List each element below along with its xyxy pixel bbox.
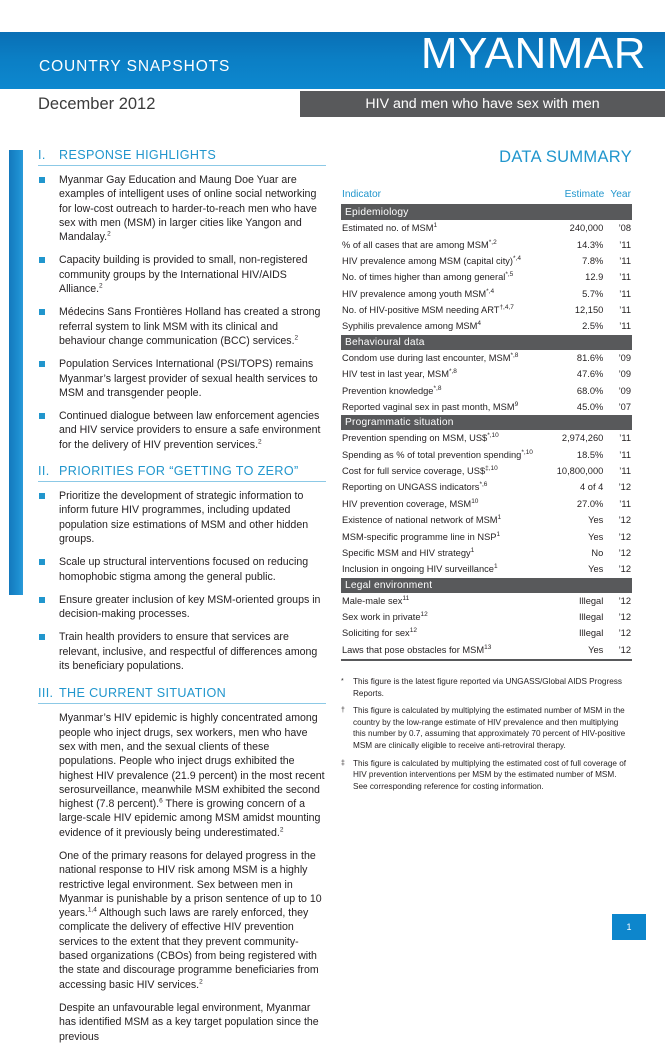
bullet-square-icon	[39, 493, 45, 499]
table-group-header	[341, 578, 632, 593]
paragraph	[59, 1001, 326, 1044]
cell-year: ’12	[618, 628, 631, 639]
cell-indicator	[341, 609, 551, 625]
footnote-ref: *,6	[479, 481, 488, 489]
footnote-ref: *,2	[488, 238, 497, 246]
cell-indicator	[341, 350, 551, 366]
cell-estimate: 14.3%	[576, 239, 604, 250]
indicator-text: Cost for full service coverage, US$	[342, 466, 486, 477]
list-item	[38, 357, 326, 400]
list-item	[38, 489, 326, 546]
cell-estimate: 12.9	[585, 272, 604, 283]
list-item	[38, 409, 326, 452]
cell-year: ’11	[619, 498, 631, 509]
footnote-ref: *,5	[505, 271, 514, 279]
cell-year: ’12	[618, 547, 631, 558]
cell-year: ’08	[618, 223, 631, 234]
paragraph-text: One of the primary reasons for delayed progress in the national response to HIV risk among MSM is a highly restrictive legal environment. Sex between men in Myanmar is punishable by a prison sentence of up to 10 years.	[59, 849, 322, 920]
cell-estimate: 7.8%	[582, 255, 604, 266]
cell-indicator	[341, 625, 551, 641]
left-accent-bar	[9, 150, 23, 595]
indicator-text: Inclusion in ongoing HIV surveillance	[342, 564, 494, 575]
footnote-ref: 12	[420, 610, 428, 618]
cell-year: ’11	[619, 305, 631, 316]
indicator-text: HIV prevalence among youth MSM	[342, 288, 487, 299]
list-item-text: Capacity building is provided to small, non-registered community groups by the International HIV/AIDS Alliance.	[59, 254, 308, 296]
cell-year: ’11	[619, 449, 631, 460]
list-item	[38, 593, 326, 622]
list-item	[38, 555, 326, 584]
column-header-indicator: Indicator	[341, 189, 551, 205]
table-row	[341, 561, 632, 577]
group-label: Legal environment	[341, 578, 632, 593]
publication-date: December 2012	[38, 95, 156, 113]
cell-indicator	[341, 545, 551, 561]
footnote-ref: *,4	[513, 254, 521, 262]
paragraph	[59, 711, 326, 840]
cell-indicator	[341, 496, 551, 512]
table-group-header	[341, 205, 632, 221]
indicator-text: HIV prevention coverage, MSM	[342, 498, 472, 509]
paragraph-text-cont: There is growing concern of a large-scale HIV epidemic among MSM amidst mounting evidence of it previously being underestimated.	[59, 798, 321, 839]
cell-estimate: 2.5%	[582, 321, 604, 332]
footnote-ref: *,8	[448, 368, 457, 376]
footnote-ref: 1	[496, 530, 501, 538]
table-row	[341, 479, 632, 495]
indicator-text: Condom use during last encounter, MSM	[342, 352, 511, 363]
cell-indicator	[341, 318, 551, 334]
group-label: Programmatic situation	[341, 415, 632, 430]
group-label: Epidemiology	[341, 205, 632, 221]
footnote	[341, 676, 633, 699]
footnote-ref: 2	[294, 334, 299, 342]
table-header-row	[341, 189, 632, 205]
cell-indicator	[341, 236, 551, 252]
section-heading-current-situation	[38, 686, 326, 704]
table-row	[341, 318, 632, 334]
column-header-year: Year	[607, 189, 632, 205]
footnote-ref: *,10	[521, 448, 533, 456]
right-column	[341, 148, 632, 661]
bullet-square-icon	[39, 257, 45, 263]
footnote-ref: †,4,7	[499, 303, 514, 311]
cell-estimate: 2,974,260	[561, 433, 604, 444]
cell-estimate: 12,150	[574, 305, 604, 316]
list-item-text: Population Services International (PSI/TOPS) remains Myanmar’s largest provider of sexual health services to MSM and transgender people.	[59, 358, 318, 399]
list-item-text: Myanmar Gay Education and Maung Doe Yuar are examples of intelligent uses of online social networking for low-cost outreach to harder-to-reach men who have sex with men (MSM) in larger cities like Yangon and Mandalay.	[59, 174, 317, 244]
indicator-text: Prevention knowledge	[342, 385, 434, 396]
cell-indicator	[341, 302, 551, 318]
indicator-text: Reported vaginal sex in past month, MSM	[342, 401, 515, 412]
cell-estimate: Yes	[588, 515, 604, 526]
cell-year: ’11	[619, 255, 631, 266]
footnote-ref: *,8	[510, 351, 519, 359]
footnote-text: This figure is the latest figure reported via UNGASS/Global AIDS Progress Reports.	[353, 677, 622, 698]
cell-year: ’09	[618, 385, 631, 396]
cell-estimate: Yes	[588, 531, 604, 542]
footnote-ref: 2	[258, 438, 262, 446]
cell-year: ’12	[618, 564, 631, 575]
indicator-text: Prevention spending on MSM, US$	[342, 433, 488, 444]
section-title: RESPONSE HIGHLIGHTS	[59, 148, 217, 162]
list-item-text: Prioritize the development of strategic information to inform future HIV programmes, including updated population size estimations of MSM and other hidden groups.	[59, 490, 309, 545]
cell-indicator	[341, 642, 551, 660]
table-row	[341, 302, 632, 318]
cell-year: ’12	[618, 595, 631, 606]
list-item-text: Continued dialogue between law enforcement agencies and HIV service providers to ensure a safe environment for the delivery of HIV prevention services.	[59, 410, 321, 451]
header-kicker: COUNTRY SNAPSHOTS	[39, 58, 231, 75]
cell-estimate: Illegal	[578, 612, 604, 623]
cell-estimate: 45.0%	[576, 401, 604, 412]
cell-year: ’12	[618, 515, 631, 526]
table-row	[341, 366, 632, 382]
footnote-ref: 2	[279, 826, 284, 834]
footnotes	[341, 676, 633, 798]
left-column	[38, 148, 326, 1053]
cell-estimate: 81.6%	[576, 352, 604, 363]
paragraph-text: Despite an unfavourable legal environment, Myanmar has identified MSM as a key target population since the previous	[59, 1001, 319, 1043]
list-item-text: Train health providers to ensure that services are relevant, inclusive, and respectful of differences among its beneficiary populations.	[59, 631, 318, 673]
indicator-text: Existence of national network of MSM	[342, 515, 498, 526]
section-number: III.	[38, 686, 54, 701]
indicator-text: Soliciting for sex	[342, 628, 410, 639]
footnote-text: This figure is calculated by multiplying the estimated number of MSM in the country by the low-range estimate of HIV prevalence and then multiplying this number by 0.7, assuming that approximately 70 percent of HIV-positive MSM are clinically eligible to receive anti-retroviral therapy.	[353, 706, 626, 750]
footnote-ref: 11	[402, 594, 410, 602]
indicator-text: Male-male sex	[342, 595, 403, 606]
footnote-ref: 10	[471, 497, 479, 505]
table-row	[341, 512, 632, 528]
cell-year: ’09	[618, 352, 631, 363]
table-group-header	[341, 415, 632, 430]
cell-estimate: Illegal	[578, 628, 604, 639]
footnote-ref: 13	[484, 643, 492, 651]
section-title: PRIORITIES FOR “GETTING TO ZERO”	[59, 464, 299, 479]
cell-year: ’11	[619, 239, 631, 250]
bullet-square-icon	[39, 634, 45, 640]
indicator-text: Sex work in private	[342, 612, 421, 623]
indicator-text: Syphilis prevalence among MSM	[342, 321, 478, 332]
cell-year: ’11	[619, 321, 631, 332]
footnote-ref: 1,4	[87, 906, 97, 914]
footnote-marker: †	[341, 707, 345, 715]
footnote	[341, 758, 633, 793]
table-row	[341, 236, 632, 252]
column-header-estimate: Estimate	[551, 189, 607, 205]
topic-bar	[300, 91, 665, 117]
table-row	[341, 350, 632, 366]
indicator-text: Estimated no. of MSM	[342, 223, 434, 234]
table-group-header	[341, 335, 632, 350]
cell-indicator	[341, 430, 551, 446]
indicator-text: Laws that pose obstacles for MSM	[342, 644, 485, 655]
cell-year: ’11	[619, 466, 631, 477]
page-number-tab	[612, 914, 646, 940]
bullet-square-icon	[39, 559, 45, 565]
indicator-text: Spending as % of total prevention spending	[342, 449, 522, 460]
table-row	[341, 545, 632, 561]
table-row	[341, 496, 632, 512]
table-row	[341, 447, 632, 463]
cell-indicator	[341, 593, 551, 609]
cell-year: ’11	[619, 272, 631, 283]
bullet-square-icon	[39, 309, 45, 315]
footnote-ref: 2	[107, 230, 111, 238]
table-body	[341, 205, 632, 660]
cell-estimate: 47.6%	[576, 369, 604, 380]
cell-year: ’12	[618, 531, 631, 542]
footnote-ref: 1	[497, 514, 502, 522]
cell-indicator	[341, 463, 551, 479]
indicator-text: No. of times higher than among general	[342, 272, 506, 283]
footnote-ref: 1	[433, 222, 438, 230]
footnote-ref: 9	[514, 400, 519, 408]
cell-indicator	[341, 561, 551, 577]
table-row	[341, 642, 632, 660]
cell-estimate: 240,000	[569, 223, 604, 234]
paragraph	[59, 849, 326, 992]
cell-year: ’12	[618, 612, 631, 623]
group-label: Behavioural data	[341, 335, 632, 350]
cell-indicator	[341, 220, 551, 236]
cell-estimate: Yes	[588, 564, 604, 575]
table-row	[341, 430, 632, 446]
table-row	[341, 399, 632, 415]
table-row	[341, 382, 632, 398]
cell-indicator	[341, 399, 551, 415]
cell-indicator	[341, 269, 551, 285]
table-row	[341, 625, 632, 641]
footnote-ref: 4	[477, 320, 482, 328]
footnote-ref: *,10	[487, 432, 499, 440]
table-row	[341, 463, 632, 479]
table-row	[341, 593, 632, 609]
footnote-ref: 2	[199, 978, 203, 986]
cell-year: ’07	[618, 401, 631, 412]
bullet-square-icon	[39, 361, 45, 367]
page-title: MYANMAR	[420, 29, 646, 78]
list-item	[38, 630, 326, 673]
footnote-ref: 1	[470, 546, 475, 554]
bullet-square-icon	[39, 413, 45, 419]
cell-estimate: 18.5%	[576, 449, 604, 460]
cell-estimate: 10,800,000	[556, 466, 604, 477]
section-number: II.	[38, 464, 50, 479]
indicator-text: No. of HIV-positive MSM needing ART	[342, 305, 500, 316]
cell-year: ’12	[607, 642, 632, 660]
table-row	[341, 269, 632, 285]
table-row	[341, 609, 632, 625]
cell-indicator	[341, 512, 551, 528]
table-row	[341, 528, 632, 544]
list-item	[38, 305, 326, 348]
cell-indicator	[341, 382, 551, 398]
bullet-list-response-highlights	[38, 173, 326, 452]
bullet-square-icon	[39, 177, 45, 183]
cell-year: ’11	[619, 433, 631, 444]
bullet-square-icon	[39, 597, 45, 603]
table-row	[341, 286, 632, 302]
footnote-ref: 2	[99, 282, 103, 290]
cell-estimate: 27.0%	[576, 498, 604, 509]
footnote-ref: ‡,10	[485, 464, 498, 472]
list-item-text: Scale up structural interventions focused on reducing homophobic stigma among the general public.	[59, 556, 309, 583]
indicator-text: HIV test in last year, MSM	[342, 369, 449, 380]
table-row	[341, 220, 632, 236]
list-item	[38, 173, 326, 244]
footnote-ref: 1	[493, 563, 498, 571]
cell-year: ’12	[618, 482, 631, 493]
indicator-text: Reporting on UNGASS indicators	[342, 482, 480, 493]
data-summary-table	[341, 189, 632, 661]
footnote	[341, 705, 633, 751]
cell-estimate: Illegal	[578, 595, 604, 606]
cell-year: ’11	[619, 288, 631, 299]
cell-year: ’09	[618, 369, 631, 380]
footnote-ref: *,8	[433, 384, 442, 392]
page-number: 1	[626, 922, 632, 932]
indicator-text: % of all cases that are among MSM	[342, 239, 489, 250]
footnote-ref: *,4	[486, 287, 495, 295]
cell-indicator	[341, 447, 551, 463]
cell-estimate: Yes	[551, 642, 607, 660]
cell-indicator	[341, 479, 551, 495]
list-item-text: Ensure greater inclusion of key MSM-oriented groups in decision-making processes.	[59, 593, 321, 621]
list-item-text: Médecins Sans Frontières Holland has created a strong referral system to link MSM with its clinical and behaviour change communication (BCC) services.	[59, 306, 321, 347]
paragraph-text: Myanmar’s HIV epidemic is highly concentrated among people who inject drugs, sex workers, men who have sex with men, and the sexual clients of these populations. People who inject drugs exhibited the highest HIV prevalence (21.9 percent) in the most recent serosurveillance, meanwhile MSM exhibited the second highest (7.8 percent).	[59, 712, 325, 811]
footnote-ref: 6	[159, 797, 163, 805]
indicator-text: MSM-specific programme line in NSP	[342, 531, 497, 542]
list-item	[38, 253, 326, 296]
section-number: I.	[38, 148, 46, 162]
topic-bar-label: HIV and men who have sex with men	[365, 96, 600, 112]
footnote-ref: 12	[409, 627, 417, 635]
footnote-marker: ‡	[341, 759, 345, 767]
footnote-text: This figure is calculated by multiplying the estimated cost of full coverage of HIV prevention interventions per MSM by the estimated number of MSM. See corresponding reference for costing information.	[353, 758, 627, 791]
section-title: THE CURRENT SITUATION	[59, 686, 227, 701]
cell-estimate: 4 of 4	[580, 482, 604, 493]
section-heading-response-highlights	[38, 148, 326, 166]
paragraph-text-cont: Although such laws are rarely enforced, they complicate the delivery of effective HIV prevention services to the extent that they prevent community-based organizations (CBOs) from being registered with the state and discourage programme beneficiaries from accessing basic HIV services.	[59, 907, 319, 991]
cell-indicator	[341, 253, 551, 269]
cell-estimate: 5.7%	[582, 288, 604, 299]
table-row	[341, 253, 632, 269]
cell-indicator	[341, 528, 551, 544]
cell-indicator	[341, 286, 551, 302]
data-summary-title: DATA SUMMARY	[499, 148, 632, 166]
cell-indicator	[341, 366, 551, 382]
cell-estimate: 68.0%	[576, 385, 604, 396]
indicator-text: Specific MSM and HIV strategy	[342, 547, 471, 558]
cell-estimate: No	[591, 547, 604, 558]
indicator-text: HIV prevalence among MSM (capital city)	[342, 255, 514, 266]
section-heading-priorities	[38, 464, 326, 482]
bullet-list-priorities	[38, 489, 326, 673]
footnote-marker: *	[341, 678, 344, 685]
